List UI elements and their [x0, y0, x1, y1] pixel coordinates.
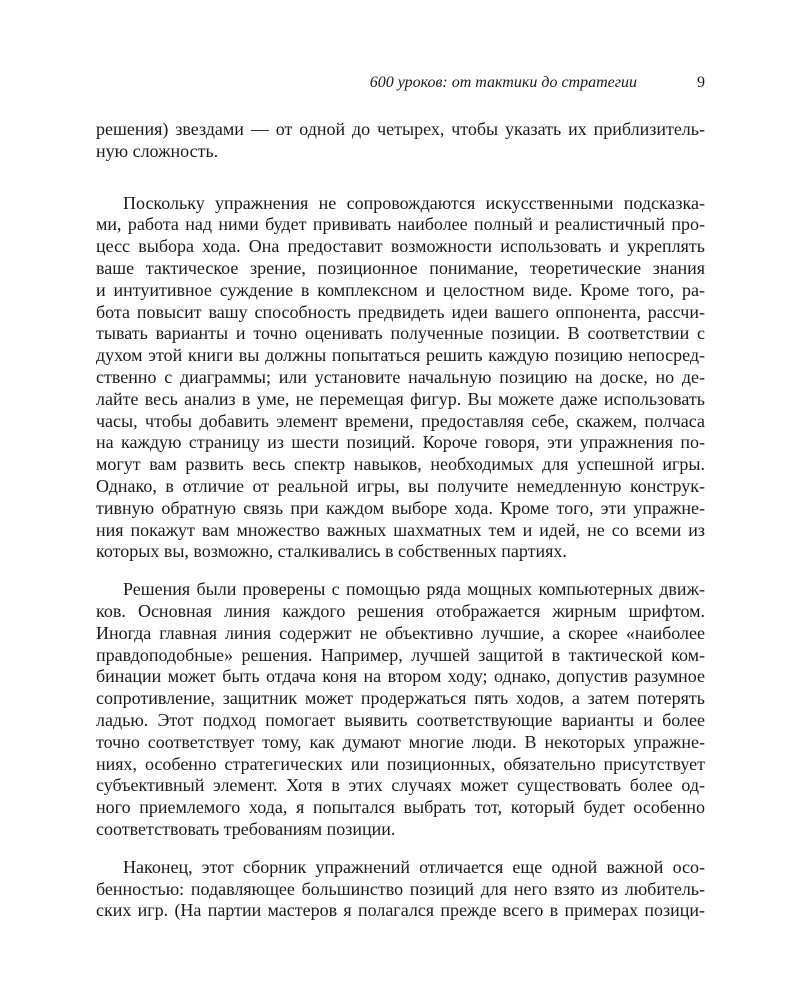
- text-line: ских игр. (На партии мастеров я полагался прежде всего в примерах позици-: [96, 900, 705, 921]
- text-line: духом этой книги вы должны попытаться решить каждую позицию непосред-: [96, 345, 705, 366]
- text-line: ми, работа над ними будет прививать наиболее полный и реалистичный про-: [96, 214, 705, 235]
- text-line: Однако, в отличие от реальной игры, вы получите немедленную конструк-: [96, 475, 705, 496]
- text-line: бинации может быть отдача коня на втором ходу; однако, допустив разумное: [96, 666, 705, 687]
- text-line: точно соответствует тому, как думают многие люди. В некоторых упражне-: [96, 731, 705, 752]
- paragraph: [96, 579, 705, 841]
- text-line: на каждую страницу из шести позиций. Короче говоря, эти упражнения по-: [96, 432, 705, 453]
- text-line: тывать варианты и точно оценивать полученные позиции. В соответствии с: [96, 323, 705, 344]
- running-title: 600 уроков: от тактики до стратегии: [369, 74, 637, 91]
- text-line: бота повысит вашу способность предвидеть идеи вашего оппонента, рассчи-: [96, 301, 705, 322]
- text-line: могут вам развить весь спектр навыков, необходимых для успешной игры.: [96, 454, 705, 475]
- running-header: [96, 73, 705, 97]
- text-line: правдоподобные» решения. Например, лучшей защитой в тактической ком-: [96, 644, 705, 665]
- text-line: ниях, особенно стратегических или позиционных, обязательно присутствует: [96, 753, 705, 774]
- text-line: Решения были проверены с помощью ряда мощных компьютерных движ-: [123, 579, 705, 600]
- text-line: цесс выбора хода. Она предоставит возможности использовать и укреплять: [96, 236, 705, 257]
- text-line: Наконец, этот сборник упражнений отличается еще одной важной осо-: [123, 856, 705, 877]
- text-line: и интуитивное суждение в комплексном и целостном виде. Кроме того, ра-: [96, 279, 705, 300]
- text-line: решения) звездами — от одной до четырех, чтобы указать их приблизитель-: [96, 119, 705, 139]
- text-line: Поскольку упражнения не сопровождаются искусственными подсказка-: [123, 192, 705, 213]
- text-line: лайте весь анализ в уме, не перемещая фигур. Вы можете даже использовать: [96, 388, 705, 409]
- body-text: [96, 119, 705, 938]
- text-line: сопротивление, защитник может продержаться пять ходов, а затем потерять: [96, 688, 705, 709]
- text-line: ния покажут вам множество важных шахматных тем и идей, не со всеми из: [96, 519, 705, 540]
- text-line: которых вы, возможно, сталкивались в собственных партиях.: [96, 541, 567, 562]
- text-line: ков. Основная линия каждого решения отображается жирным шрифтом.: [96, 600, 705, 621]
- text-line: ладью. Этот подход помогает выявить соответствующие варианты и более: [96, 709, 705, 730]
- paragraph-continuation: [96, 119, 705, 163]
- text-line: ную сложность.: [96, 140, 219, 161]
- text-line: ного приемлемого хода, я попытался выбрать тот, который будет особенно: [96, 797, 705, 818]
- page-number: 9: [697, 74, 705, 91]
- text-line: соответствовать требованиям позиции.: [96, 818, 396, 839]
- text-line: субъективный элемент. Хотя в этих случаях может существовать более од-: [96, 775, 705, 796]
- paragraph: [96, 193, 705, 564]
- paragraph: [96, 857, 705, 922]
- text-line: ственно с диаграммы; или установите начальную позицию на доске, но де-: [96, 366, 705, 387]
- text-line: Иногда главная линия содержит не объективно лучшие, а скорее «наиболее: [96, 622, 705, 643]
- text-line: часы, чтобы добавить элемент времени, предоставляя себе, скажем, полчаса: [96, 410, 705, 431]
- text-line: тивную обратную связь при каждом выборе хода. Кроме того, эти упражне-: [96, 497, 705, 518]
- text-line: бенностью: подавляющее большинство позиций для него взято из любитель-: [96, 878, 705, 899]
- text-line: ваше тактическое зрение, позиционное понимание, теоретические знания: [96, 257, 705, 278]
